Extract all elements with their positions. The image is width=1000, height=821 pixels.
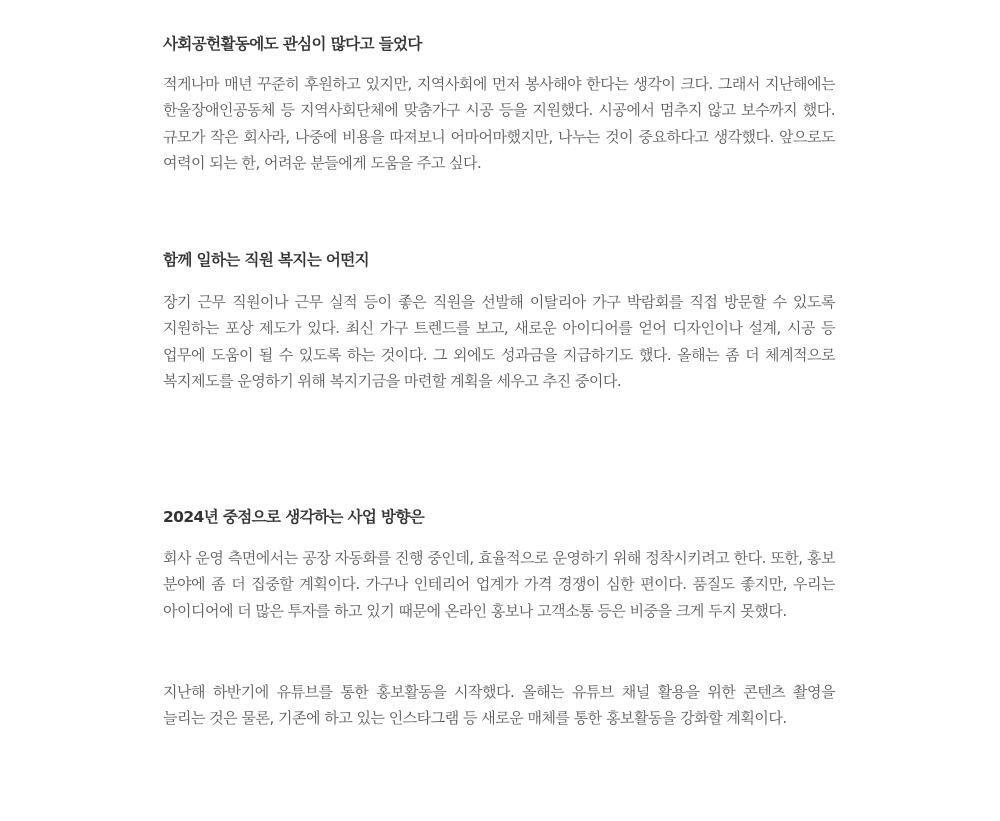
paragraph-employee-welfare: 장기 근무 직원이나 근무 실적 등이 좋은 직원을 선발해 이탈리아 가구 박람회를 직접 방문할 수 있도록 지원하는 포상 제도가 있다. 최신 가구 트렌드를 보고, 새로운 아이디어를 얻어 디자인이나 설계, 시공 등 업무에 도움이 될 수 있도록 하는 것이다. 그 외에도 성과금을 지급하기도 했다. 올해는 좀 더 체계적으로 복지제도를 운영하기 위해 복지기금을 마련할 계획을 세우고 추진 중이다. xyxy=(163,293,835,391)
paragraph-business-direction-1: 회사 운영 측면에서는 공장 자동화를 진행 중인데, 효율적으로 운영하기 위해 정착시키려고 한다. 또한, 홍보 분야에 좀 더 집중할 계획이다. 가구나 인테리어 업계가 가격 경쟁이 심한 편이다. 품질도 좋지만, 우리는 아이디어에 더 많은 투자를 하고 있기 때문에 온라인 홍보나 고객소통 등은 비중을 크게 두지 못했다. xyxy=(163,549,835,620)
paragraph-social-contribution: 적게나마 매년 꾸준히 후원하고 있지만, 지역사회에 먼저 봉사해야 한다는 생각이 크다. 그래서 지난해에는 한울장애인공동체 등 지역사회단체에 맞춤가구 시공 등을 지원했다. 시공에서 멈추지 않고 보수까지 했다. 규모가 작은 회사라, 나중에 비용을 따져보니 어마어마했지만, 나누는 것이 중요하다고 생각했다. 앞으로도 여력이 되는 한, 어려운 분들에게 도움을 주고 싶다. xyxy=(163,75,835,173)
section-title-social-contribution: 사회공헌활동에도 관심이 많다고 들었다 xyxy=(163,35,422,53)
section-title-business-direction: 2024년 중점으로 생각하는 사업 방향은 xyxy=(163,508,425,526)
paragraph-business-direction-2: 지난해 하반기에 유튜브를 통한 홍보활동을 시작했다. 올해는 유튜브 채널 활용을 위한 콘텐츠 촬영을 늘리는 것은 물론, 기존에 하고 있는 인스타그램 등 새로운 매체를 통한 홍보활동을 강화할 계획이다. xyxy=(163,683,835,728)
section-title-employee-welfare: 함께 일하는 직원 복지는 어떤지 xyxy=(163,251,370,269)
